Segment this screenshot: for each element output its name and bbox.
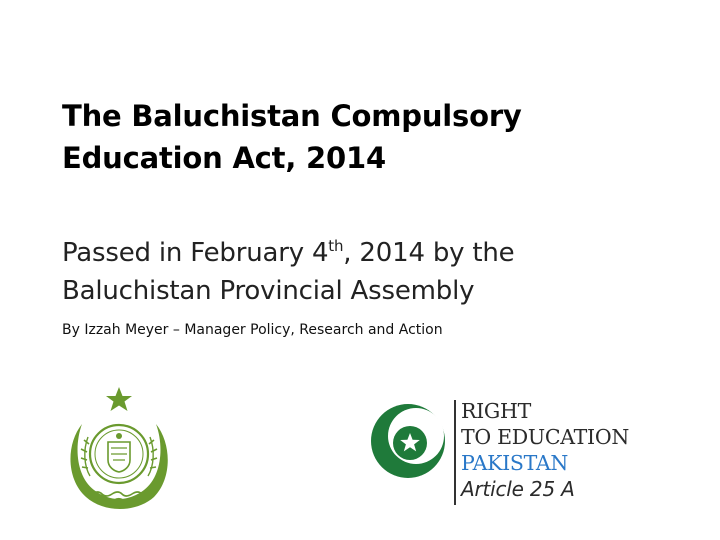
logo-line-right: RIGHT [461,399,531,423]
logo-divider [454,400,456,505]
slide-subtitle [62,234,682,310]
subtitle-line-2: Baluchistan Provincial Assembly [62,276,475,306]
crescent-star-icon [370,403,446,479]
slide-title [62,95,662,179]
title-line-2: Education Act, 2014 [62,141,386,175]
title-line-1: The Baluchistan Compulsory [62,99,522,133]
seal-star-icon [106,387,132,411]
right-to-education-logo [370,398,670,510]
subtitle-date-text: Passed in February 4 [62,238,329,268]
subtitle-line-1 [62,234,682,272]
author-byline: By Izzah Meyer – Manager Policy, Research and Action [62,322,443,338]
logo-line-pakistan: PAKISTAN [461,451,569,475]
logo-line-article: Article 25 A [461,477,575,501]
date-ordinal-superscript: th [328,237,344,255]
logo-line-to-education: TO EDUCATION [461,425,629,449]
logo-wordmark [461,398,671,502]
subtitle-year-text: , 2014 by the [343,238,515,268]
government-of-balochistan-seal-icon [64,384,174,516]
